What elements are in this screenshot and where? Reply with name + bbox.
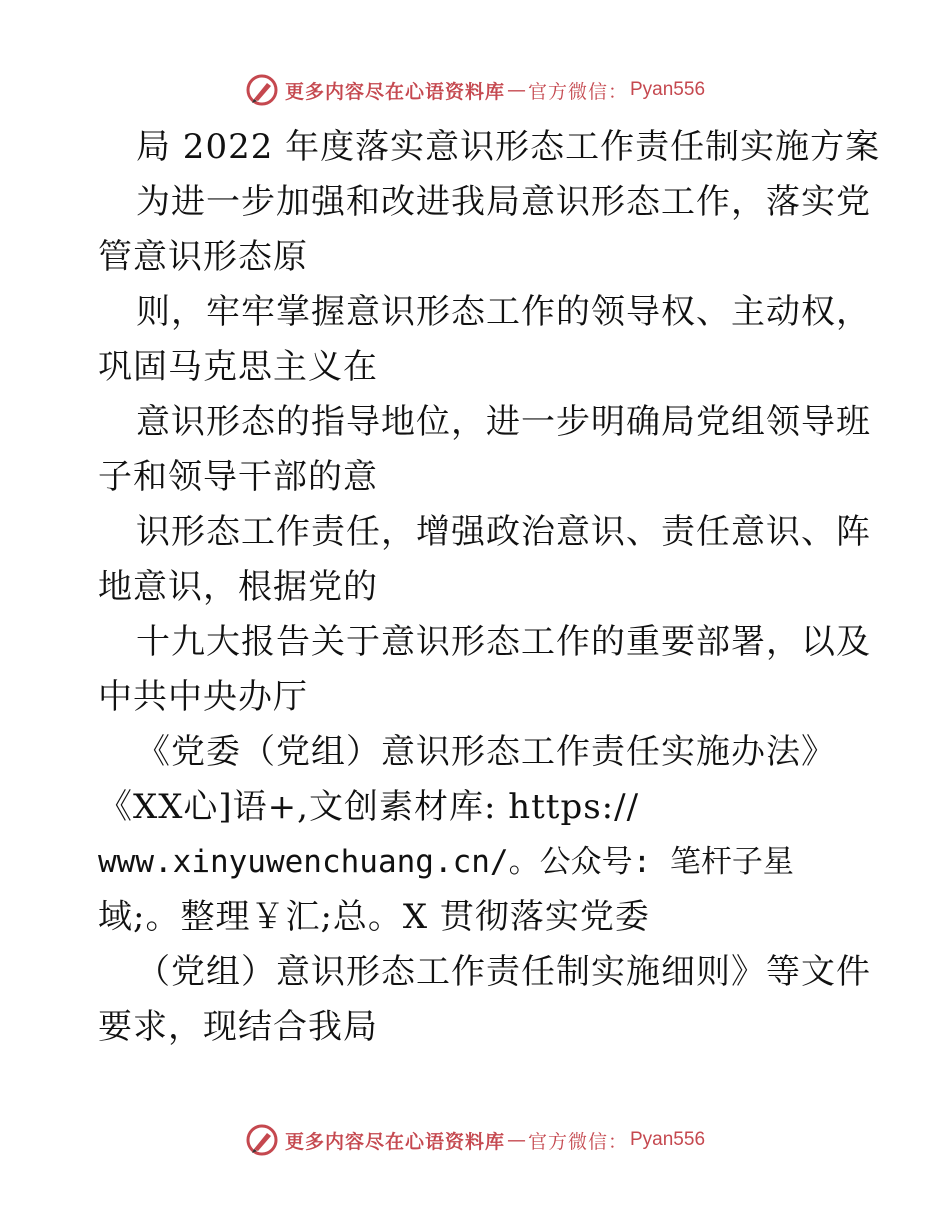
banner-text: 更多内容尽在心语资料库 [284,1130,505,1153]
header-banner [0,70,950,110]
banner-separator: — [506,79,526,101]
doc-line: 域;。整理￥汇;总。X 贯彻落实党委 [98,897,650,937]
doc-line: （党组）意识形态工作责任制实施细则》等文件 [136,952,871,992]
banner-wechat-label: 官方微信： [527,1130,628,1153]
doc-line: 意识形态的指导地位，进一步明确局党组领导班 [136,402,871,442]
doc-line: 则，牢牢掌握意识形态工作的领导权、主动权， [136,292,871,332]
banner-text: 更多内容尽在心语资料库 [284,80,505,103]
doc-line: 子和领导干部的意 [98,457,378,497]
doc-line: 十九大报告关于意识形态工作的重要部署，以及 [136,622,871,662]
doc-line: 巩固马克思主义在 [98,347,378,387]
pen-logo-icon [245,1123,279,1157]
doc-line: 地意识，根据党的 [98,567,378,607]
doc-title: 局 2022 年度落实意识形态工作责任制实施方案 [136,127,881,167]
doc-line: 中共中央办厅 [98,677,308,717]
doc-line: 管意识形态原 [98,237,308,277]
banner-wechat-id: Pyan556 [630,1129,706,1150]
banner-separator: — [506,1129,526,1151]
footer-banner [0,1120,950,1160]
doc-line: 《XX心]语+,文创素材库: https:// [98,787,640,827]
document-body [98,120,881,1055]
doc-line: 《党委（党组）意识形态工作责任实施办法》 [136,732,836,772]
doc-line: 识形态工作责任，增强政治意识、责任意识、阵 [136,512,871,552]
doc-line-url: www.xinyuwenchuang.cn/。公众号: 笔杆子星 [98,844,794,880]
pen-logo-icon [245,73,279,107]
doc-line: 要求，现结合我局 [98,1007,378,1047]
banner-wechat-label: 官方微信： [527,80,628,103]
banner-wechat-id: Pyan556 [630,79,706,100]
doc-line: 为进一步加强和改进我局意识形态工作，落实党 [136,182,871,222]
